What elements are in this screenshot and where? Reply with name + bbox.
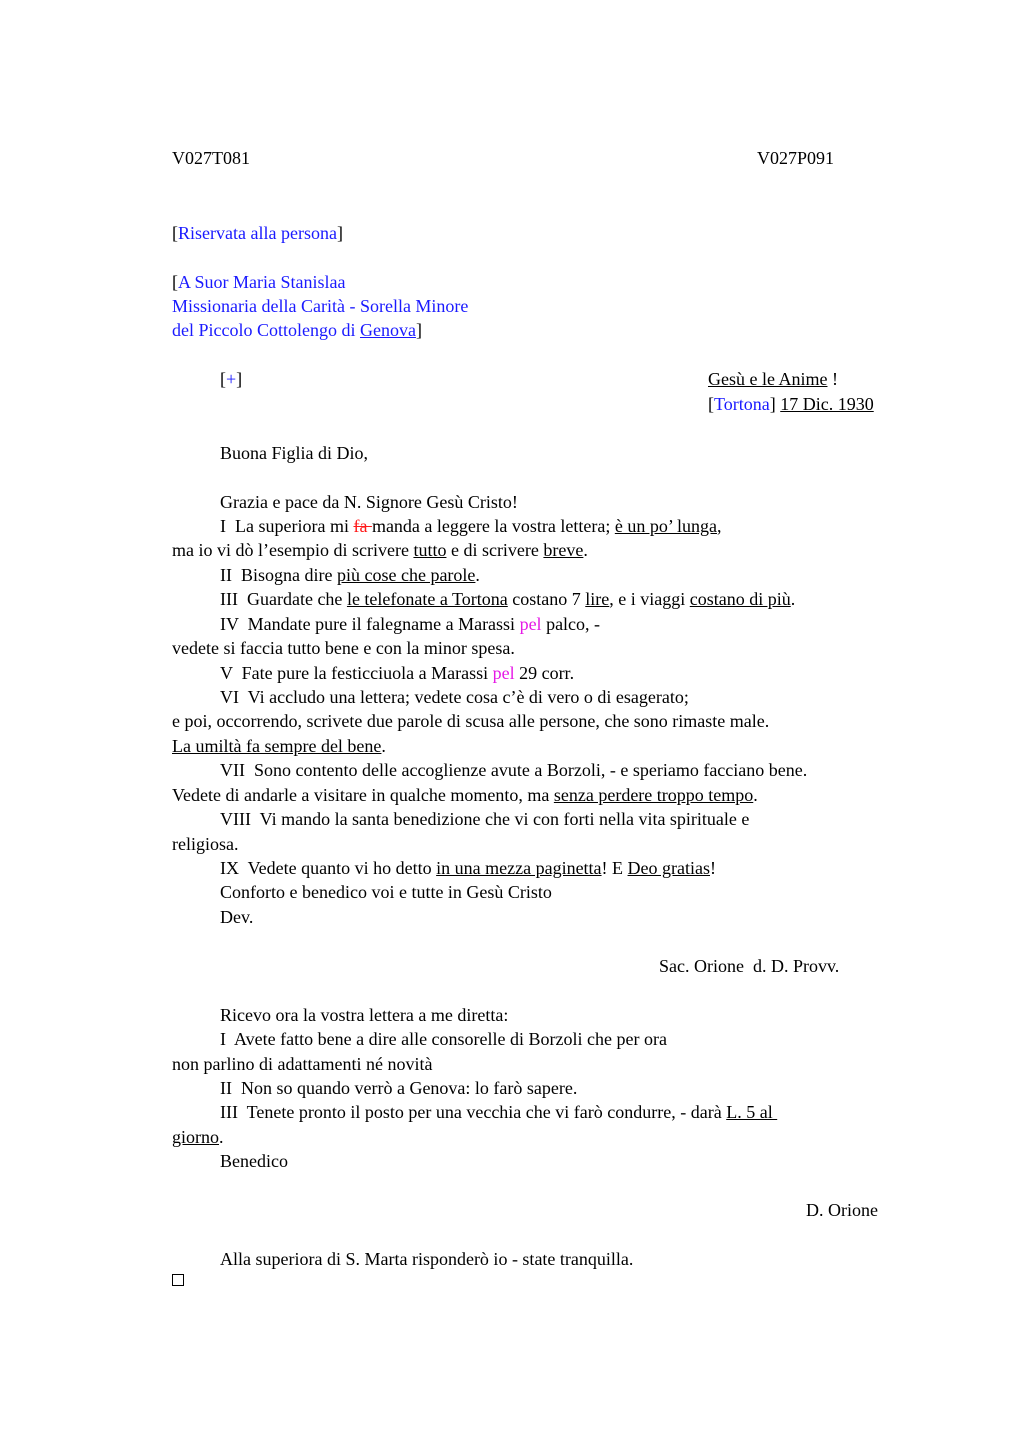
end-box-icon — [172, 1274, 184, 1286]
reserved-note: [Riservata alla persona] — [172, 223, 343, 243]
item-6-line-2: e poi, occorrendo, scrivete due parole di scusa alle persone, che sono rimaste male. — [172, 711, 770, 731]
item-5: V Fate pure la festicciuola a Marassi pel 29 corr. — [220, 663, 575, 683]
deleted-word: fa — [353, 516, 372, 536]
recipient-city: Genova — [359, 320, 416, 340]
ps-intro: Ricevo ora la vostra lettera a me diretta: — [220, 1005, 509, 1025]
item-1-line-1: I La superiora mi fa manda a leggere la vostra lettera; è un po’ lunga, — [220, 516, 722, 536]
item-6-line-3: La umiltà fa sempre del bene. — [172, 736, 386, 756]
motto: Gesù e le Anime ! — [708, 369, 838, 389]
item-7-line-2: Vedete di andarle a visitare in qualche momento, ma senza perdere troppo tempo. — [172, 785, 758, 805]
signature-1: Sac. Orione d. D. Provv. — [659, 956, 840, 976]
place: Tortona — [714, 394, 770, 414]
item-9: IX Vedete quanto vi ho detto in una mezza paginetta! E Deo gratias! — [220, 858, 717, 878]
ps-item-3-line-1: III Tenete pronto il posto per una vecchia che vi farò condurre, - darà L. 5 al — [220, 1102, 778, 1122]
reserved-text: Riservata alla persona — [178, 223, 337, 243]
item-8-line-2: religiosa. — [172, 834, 239, 854]
item-8-line-1: VIII Vi mando la santa benedizione che vi con forti nella vita spirituale e — [220, 809, 750, 829]
item-7-line-1: VII Sono contento delle accoglienze avute a Borzoli, - e speriamo facciano bene. — [220, 760, 808, 780]
ps-item-1-line-1: I Avete fatto bene a dire alle consorelle di Borzoli che per ora — [220, 1029, 667, 1049]
recipient-line-2: Missionaria della Carità - Sorella Minore — [172, 296, 469, 316]
item-6-line-1: VI Vi accludo una lettera; vedete cosa c’è di vero o di esagerato; — [220, 687, 689, 707]
item-4-line-1: IV Mandate pure il falegname a Marassi pel palco, - — [220, 614, 601, 634]
header-right-code: V027P091 — [757, 148, 835, 168]
header-left-code: V027T081 — [172, 148, 250, 168]
cross-mark: [+] — [220, 369, 243, 389]
item-2: II Bisogna dire più cose che parole. — [220, 565, 480, 585]
signature-2: D. Orione — [806, 1200, 878, 1220]
recipient-line-3: del Piccolo Cottolengo di Genova] — [172, 320, 422, 340]
date: 17 Dic. 1930 — [780, 394, 874, 414]
ps-item-3-line-2: giorno. — [172, 1127, 224, 1147]
ps-benedico: Benedico — [220, 1151, 288, 1171]
greeting: Buona Figlia di Dio, — [220, 443, 368, 463]
ps-item-2: II Non so quando verrò a Genova: lo farò sapere. — [220, 1078, 578, 1098]
item-1-line-2: ma io vi dò l’esempio di scrivere tutto e di scrivere breve. — [172, 540, 588, 560]
item-4-line-2: vedete si faccia tutto bene e con la minor spesa. — [172, 638, 515, 658]
recipient-line-1: [A Suor Maria Stanislaa — [172, 272, 346, 292]
ps-item-1-line-2: non parlino di adattamenti né novità — [172, 1054, 433, 1074]
place-date: [Tortona] 17 Dic. 1930 — [708, 394, 874, 414]
opening: Grazia e pace da N. Signore Gesù Cristo! — [220, 492, 518, 512]
item-3: III Guardate che le telefonate a Tortona costano 7 lire, e i viaggi costano di più. — [220, 589, 796, 609]
closing-line-1: Conforto e benedico voi e tutte in Gesù Cristo — [220, 882, 552, 902]
closing-line-2: Dev. — [220, 907, 254, 927]
final-note: Alla superiora di S. Marta risponderò io - state tranquilla. — [220, 1249, 634, 1269]
